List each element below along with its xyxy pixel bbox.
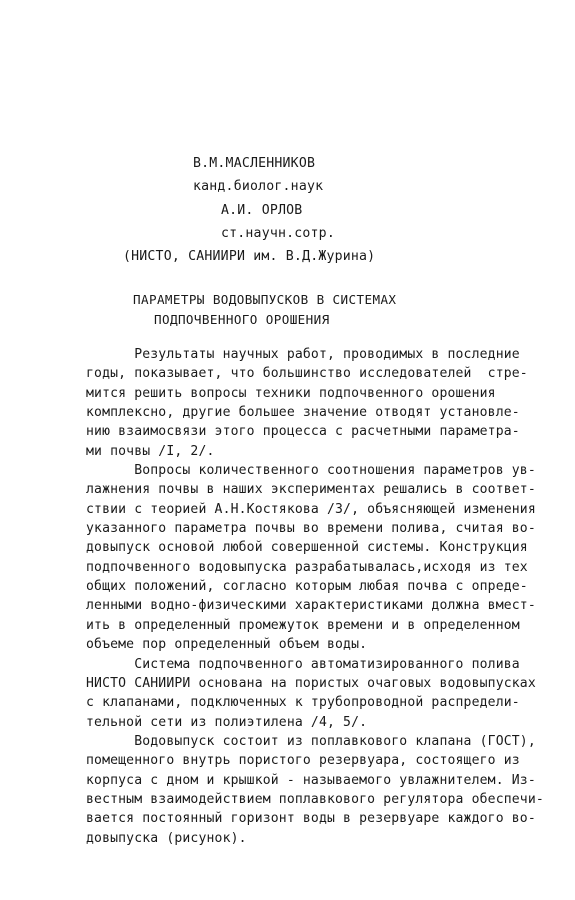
- text-line: комплексно, другие большее значение отводят установле-: [86, 405, 520, 421]
- text-line: ствии с теорией А.Н.Костякова /3/, объясняющей изменения: [86, 501, 536, 517]
- text-line: Система подпочвенного автоматизированного полива: [86, 656, 520, 672]
- text-line: лажнения почвы в наших экспериментах решались в соответ-: [86, 482, 536, 498]
- text-line: годы, показывает, что большинство исследователей стре-: [86, 366, 528, 382]
- text-line: ленными водно-физическими характеристиками должна вмест-: [86, 598, 536, 614]
- text-line: Водовыпуск состоит из поплавкового клапана (ГОСТ),: [86, 733, 536, 749]
- text-line: указанного параметра почвы во времени полива, считая во-: [86, 521, 536, 537]
- text-line: довыпуск основой любой совершенной системы. Конструкция: [86, 540, 528, 556]
- text-line: ми почвы /I, 2/.: [86, 443, 215, 459]
- text-line: подпочвенного водовыпуска разрабатывалась,исходя из тех: [86, 559, 528, 575]
- author-1-name: В.М.МАСЛЕННИКОВ: [193, 156, 316, 171]
- text-line: вается постоянный горизонт воды в резервуаре каждого во-: [86, 811, 536, 827]
- text-line: помещенного внутрь пористого резервуара, состоящего из: [86, 753, 520, 769]
- author-2-degree: ст.научн.сотр.: [221, 226, 335, 241]
- text-line: Вопросы количественного соотношения параметров ув-: [86, 463, 536, 479]
- text-line: ить в определенный промежуток времени и в определенном: [86, 617, 520, 633]
- text-line: довыпуска (рисунок).: [86, 830, 247, 846]
- text-line: нию взаимосвязи этого процесса с расчетными параметра-: [86, 424, 520, 440]
- author-2-name: А.И. ОРЛОВ: [221, 203, 303, 218]
- paper-title-line-2: ПОДПОЧВЕННОГО ОРОШЕНИЯ: [154, 312, 330, 327]
- text-line: тельной сети из полиэтилена /4, 5/.: [86, 714, 368, 730]
- paragraph-1: [86, 345, 528, 461]
- affiliation: (НИСТО, САНИИРИ им. В.Д.Журина): [123, 249, 376, 264]
- text-line: НИСТО САНИИРИ основана на пористых очаговых водовыпусках: [86, 675, 536, 691]
- text-line: вестным взаимодействием поплавкового регулятора обеспечи-: [86, 791, 544, 807]
- body-text: [86, 345, 544, 848]
- text-line: Результаты научных работ, проводимых в последние: [86, 347, 520, 362]
- paragraph-3: [86, 655, 536, 732]
- paper-title-line-1: ПАРАМЕТРЫ ВОДОВЫПУСКОВ В СИСТЕМАХ: [133, 292, 397, 307]
- text-line: объеме пор определенный объем воды.: [86, 637, 368, 653]
- text-line: мится решить вопросы техники подпочвенного орошения: [86, 385, 496, 401]
- paragraph-2: [86, 461, 536, 654]
- author-1-degree: канд.биолог.наук: [193, 179, 324, 194]
- text-line: общих положений, согласно которым любая почва с опреде-: [86, 579, 528, 595]
- paragraph-4: [86, 732, 544, 848]
- text-line: корпуса с дном и крышкой - называемого увлажнителем. Из-: [86, 772, 536, 788]
- text-line: с клапанами, подключенных к трубопроводной распредели-: [86, 695, 520, 711]
